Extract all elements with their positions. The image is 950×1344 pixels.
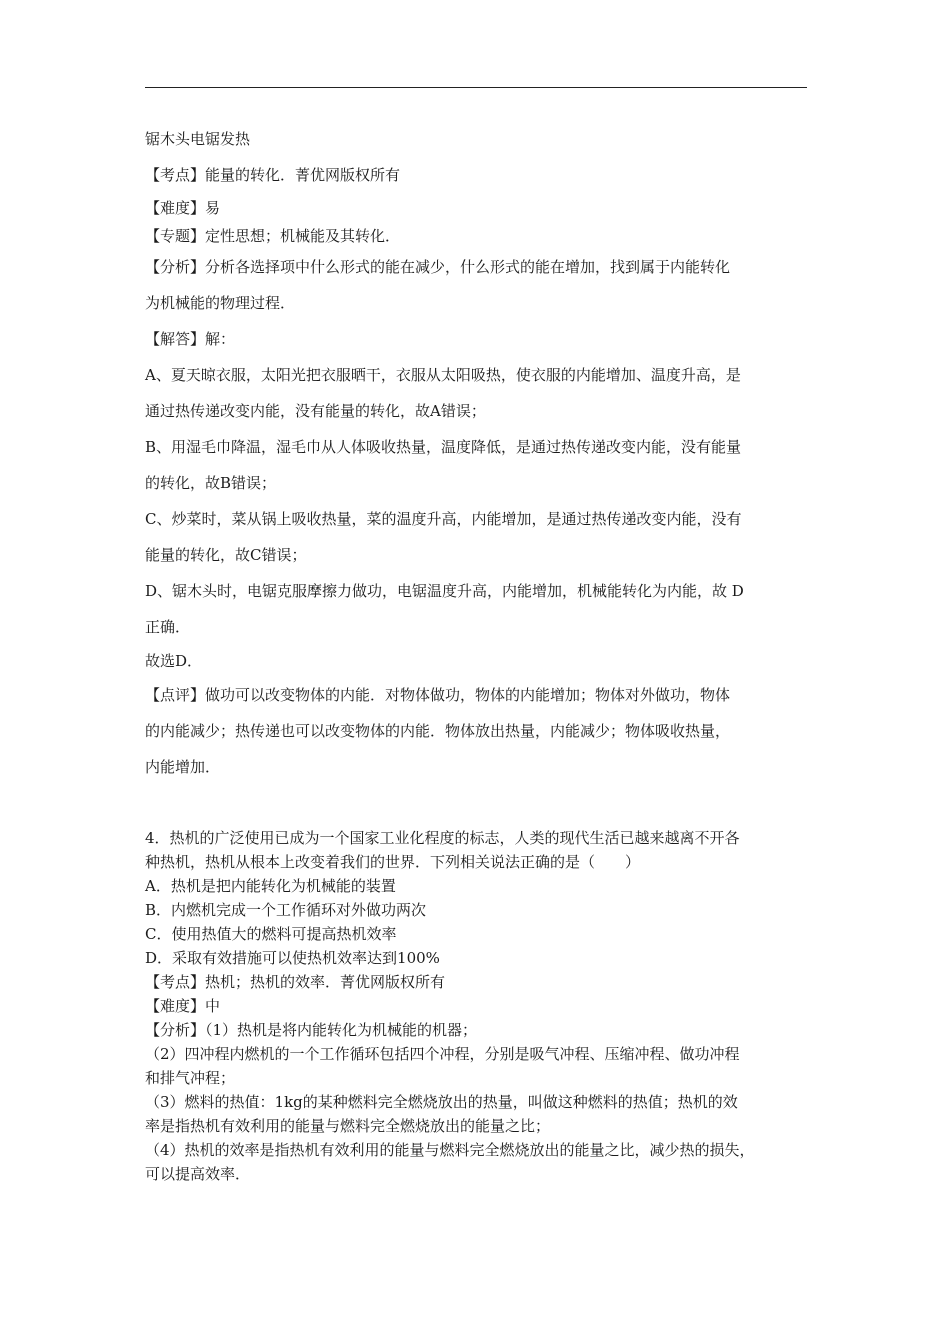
answer-c-line-2: 能量的转化，故C错误； xyxy=(145,546,307,564)
q4-analysis-2a: （2）四冲程内燃机的一个工作循环包括四个冲程，分别是吸气冲程、压缩冲程、做功冲程 xyxy=(145,1045,740,1063)
difficulty: 【难度】易 xyxy=(145,199,221,217)
answer-d-line-1: D、锯木头时，电锯克服摩擦力做功，电锯温度升高，内能增加，机械能转化为内能，故 D xyxy=(145,582,744,600)
q4-option-a: A．热机是把内能转化为机械能的装置 xyxy=(145,877,396,895)
q4-analysis-3a: （3）燃料的热值：1kg的某种燃料完全燃烧放出的热量，叫做这种燃料的热值；热机的效 xyxy=(145,1093,738,1111)
q4-analysis-4b: 可以提高效率． xyxy=(145,1165,251,1183)
q4-analysis-3b: 率是指热机有效利用的能量与燃料完全燃烧放出的能量之比； xyxy=(145,1117,551,1135)
analysis-line-2: 为机械能的物理过程． xyxy=(145,294,296,312)
question-3-solution xyxy=(145,121,810,785)
q4-option-d: D．采取有效措施可以使热机效率达到100% xyxy=(145,949,440,967)
answer-heading: 【解答】解： xyxy=(145,330,236,348)
answer-c-line-1: C、炒菜时，菜从锅上吸收热量，菜的温度升高，内能增加，是通过热传递改变内能，没有 xyxy=(145,510,742,528)
header-divider xyxy=(145,87,807,88)
q4-stem-line-2: 种热机，热机从根本上改变着我们的世界．下列相关说法正确的是（ ） xyxy=(145,853,641,871)
topic: 【专题】定性思想；机械能及其转化． xyxy=(145,227,401,245)
q4-knowledge-point: 【考点】热机；热机的效率．菁优网版权所有 xyxy=(145,973,446,991)
comment-line-1: 【点评】做功可以改变物体的内能．对物体做功，物体的内能增加；物体对外做功，物体 xyxy=(145,686,731,704)
q4-analysis-4a: （4）热机的效率是指热机有效利用的能量与燃料完全燃烧放出的能量之比，减少热的损失， xyxy=(145,1141,755,1159)
answer-d-line-2: 正确． xyxy=(145,618,191,636)
answer-b-line-1: B、用湿毛巾降温，湿毛巾从人体吸收热量，温度降低，是通过热传递改变内能，没有能量 xyxy=(145,438,742,456)
q4-analysis-1: 【分析】（1）热机是将内能转化为机械能的机器； xyxy=(145,1021,478,1039)
q4-difficulty: 【难度】中 xyxy=(145,997,221,1015)
analysis-line-1: 【分析】分析各选择项中什么形式的能在减少，什么形式的能在增加，找到属于内能转化 xyxy=(145,258,731,276)
final-choice: 故选D． xyxy=(145,652,203,670)
answer-a-line-2: 通过热传递改变内能，没有能量的转化，故A错误； xyxy=(145,402,486,420)
q4-option-b: B．内燃机完成一个工作循环对外做功两次 xyxy=(145,901,427,919)
q4-stem-line-1: 4．热机的广泛使用已成为一个国家工业化程度的标志，人类的现代生活已越来越离不开各 xyxy=(145,829,740,847)
comment-line-2: 的内能减少；热传递也可以改变物体的内能．物体放出热量，内能减少；物体吸收热量， xyxy=(145,722,731,740)
question-4 xyxy=(145,826,810,1186)
comment-line-3: 内能增加． xyxy=(145,758,221,776)
knowledge-point: 【考点】能量的转化．菁优网版权所有 xyxy=(145,166,401,184)
q4-option-c: C．使用热值大的燃料可提高热机效率 xyxy=(145,925,397,943)
answer-a-line-1: A、夏天晾衣服，太阳光把衣服晒干，衣服从太阳吸热，使衣服的内能增加、温度升高，是 xyxy=(145,366,741,384)
answer-b-line-2: 的转化，故B错误； xyxy=(145,474,277,492)
q4-analysis-2b: 和排气冲程； xyxy=(145,1069,236,1087)
option-d-continuation: 锯木头电锯发热 xyxy=(145,130,251,148)
